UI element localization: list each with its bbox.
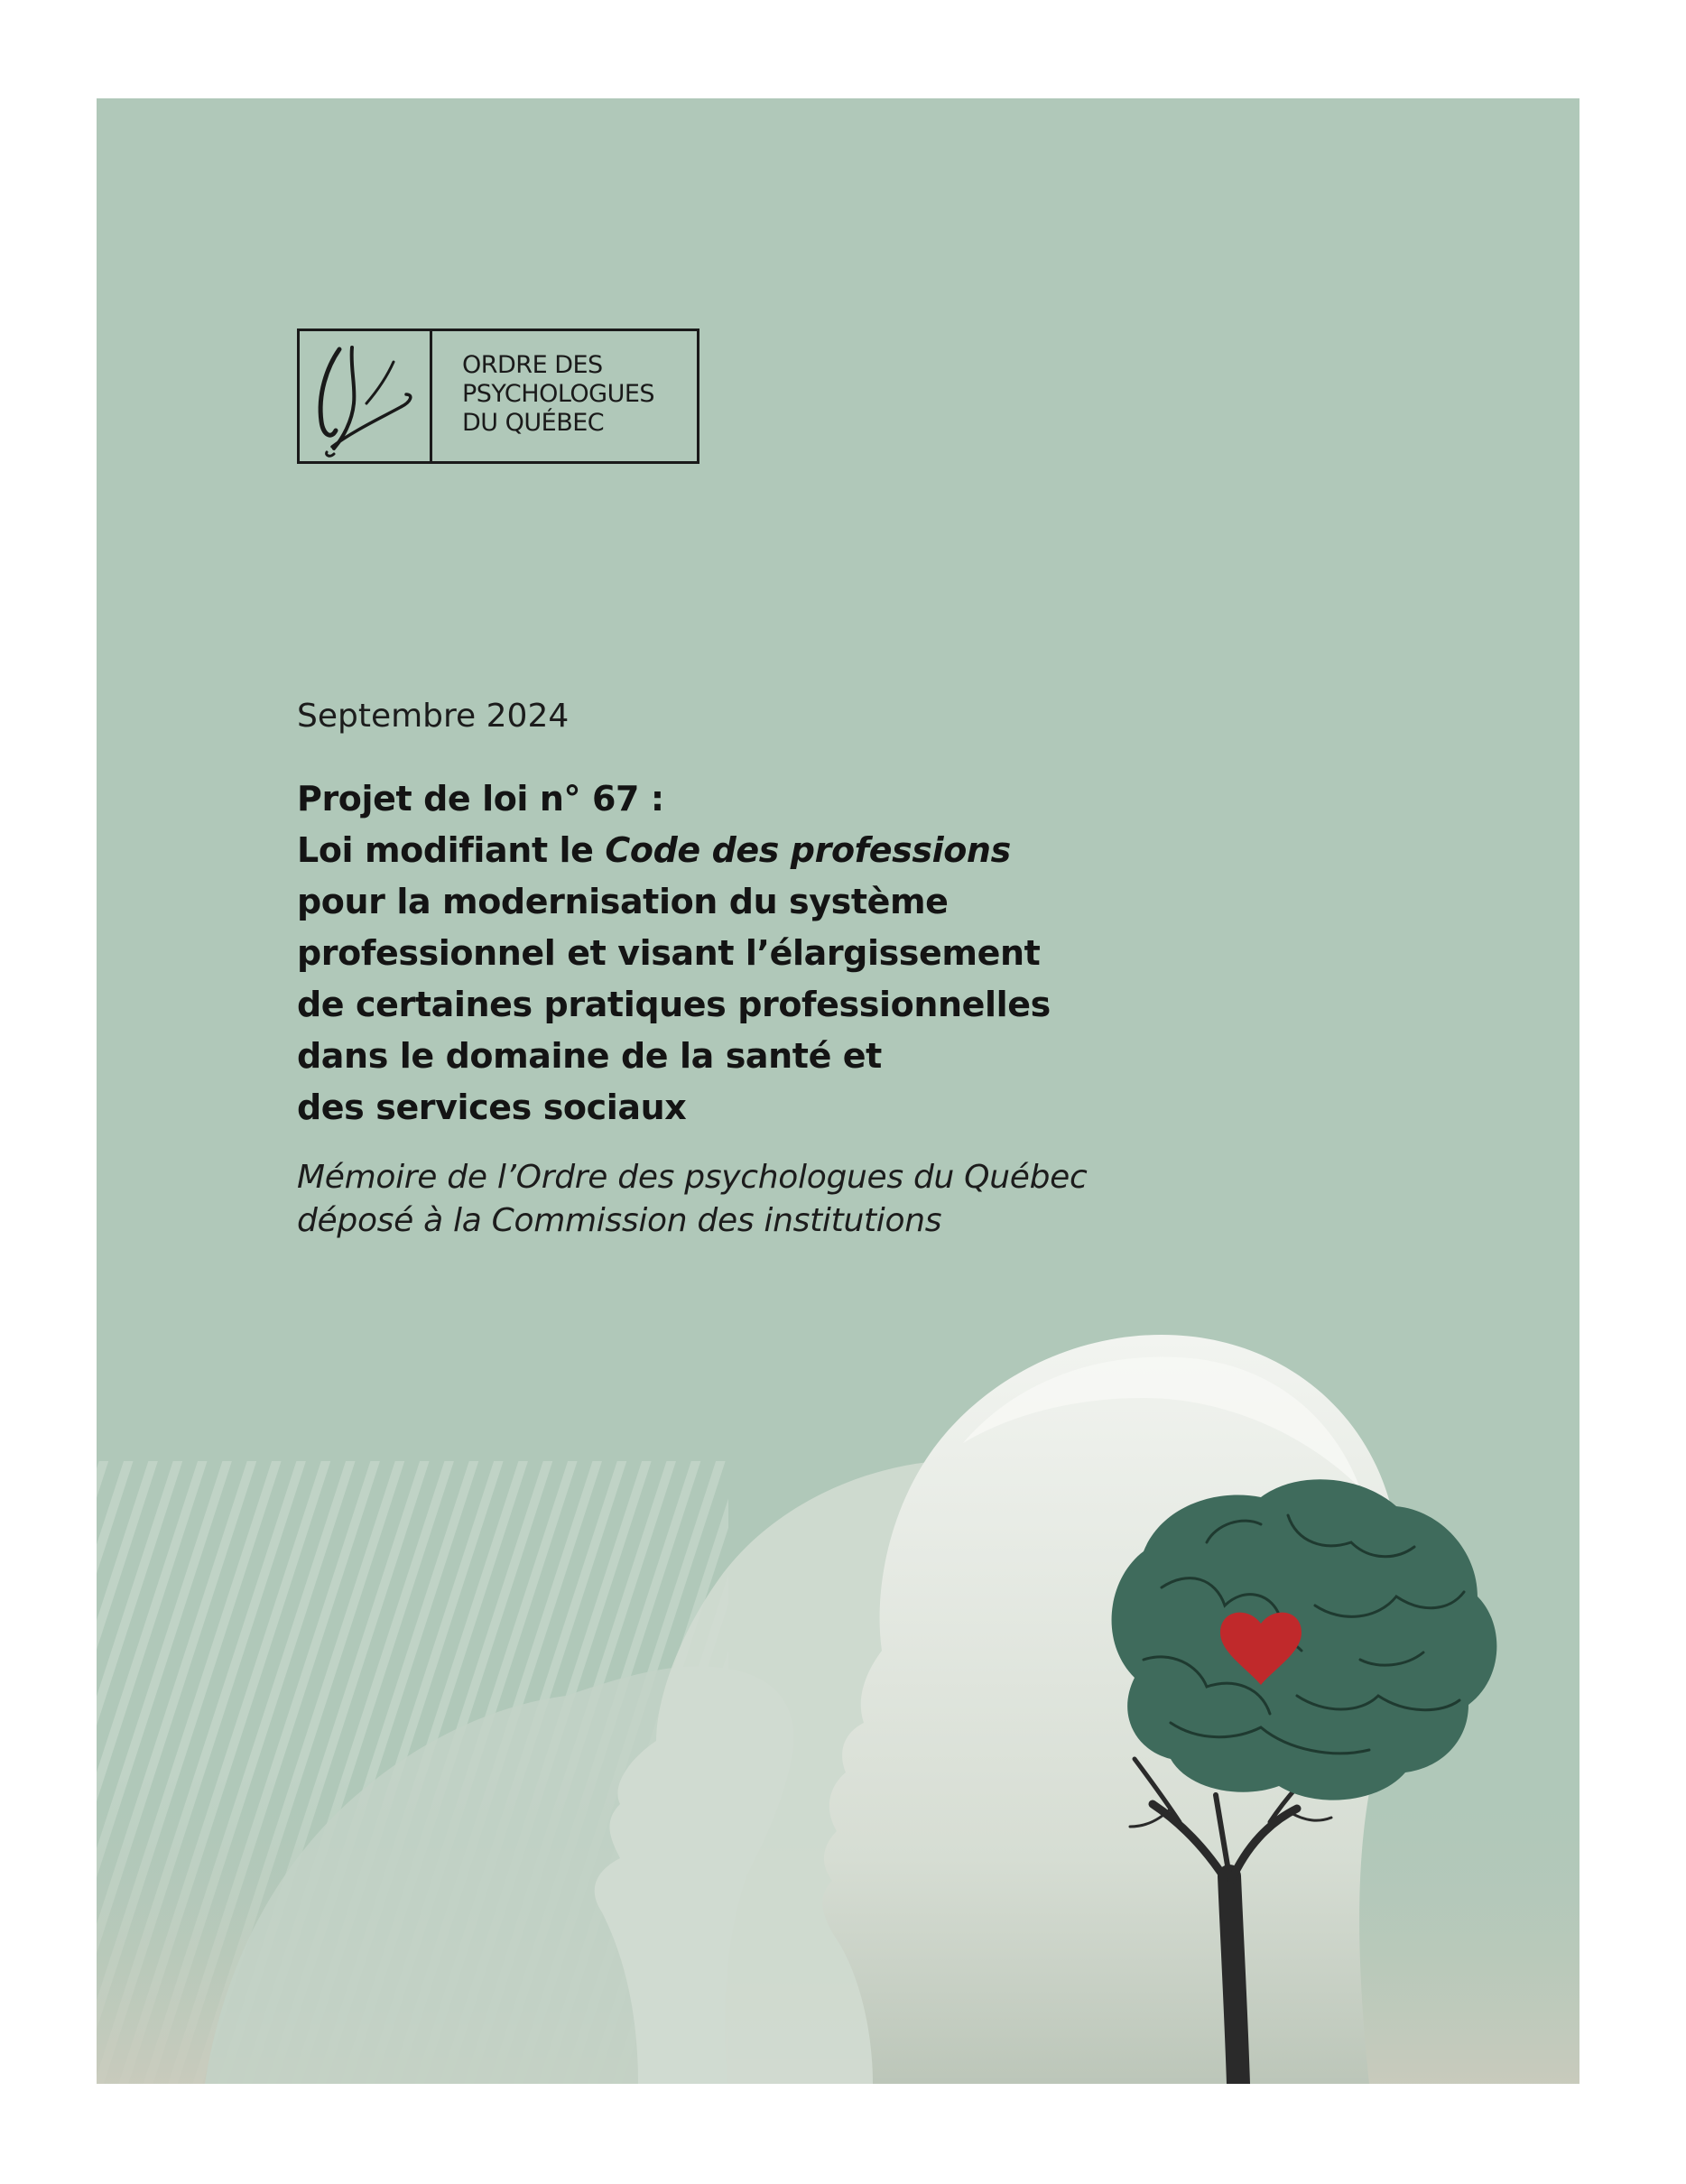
title-line-3: pour la modernisation du système bbox=[297, 882, 949, 921]
logo-line-2: PSYCHOLOGUES bbox=[462, 380, 655, 408]
title-line-1: Projet de loi n° 67 : bbox=[297, 779, 664, 819]
title-line-7: des services sociaux bbox=[297, 1087, 687, 1127]
logo-divider bbox=[430, 331, 432, 461]
subtitle-line-1: Mémoire de l’Ordre des psychologues du Québec bbox=[297, 1159, 1088, 1196]
title-line-2 bbox=[297, 825, 1051, 876]
title-line-2-prefix: Loi modifiant le bbox=[297, 830, 606, 870]
title-line-5: de certaines pratiques professionnelles bbox=[297, 985, 1051, 1024]
document-subtitle bbox=[297, 1156, 1087, 1243]
logo-signature-mark bbox=[300, 331, 430, 461]
document-title bbox=[297, 773, 1051, 1134]
cover-page bbox=[97, 98, 1579, 2084]
logo-line-3: DU QUÉBEC bbox=[462, 409, 605, 437]
title-line-6: dans le domaine de la santé et bbox=[297, 1036, 882, 1076]
logo-wordmark bbox=[462, 351, 697, 438]
title-code-des-professions: Code des professions bbox=[605, 830, 1011, 870]
subtitle-line-2: déposé à la Commission des institutions bbox=[297, 1202, 942, 1239]
publication-date: Septembre 2024 bbox=[297, 698, 570, 735]
logo-line-1: ORDRE DES bbox=[462, 351, 603, 379]
title-line-4: professionnel et visant l’élargissement bbox=[297, 933, 1041, 973]
cover-illustration bbox=[97, 1317, 1579, 2084]
brain-illustration bbox=[1112, 1479, 1497, 1800]
logo-ordre-des-psychologues bbox=[297, 329, 699, 464]
